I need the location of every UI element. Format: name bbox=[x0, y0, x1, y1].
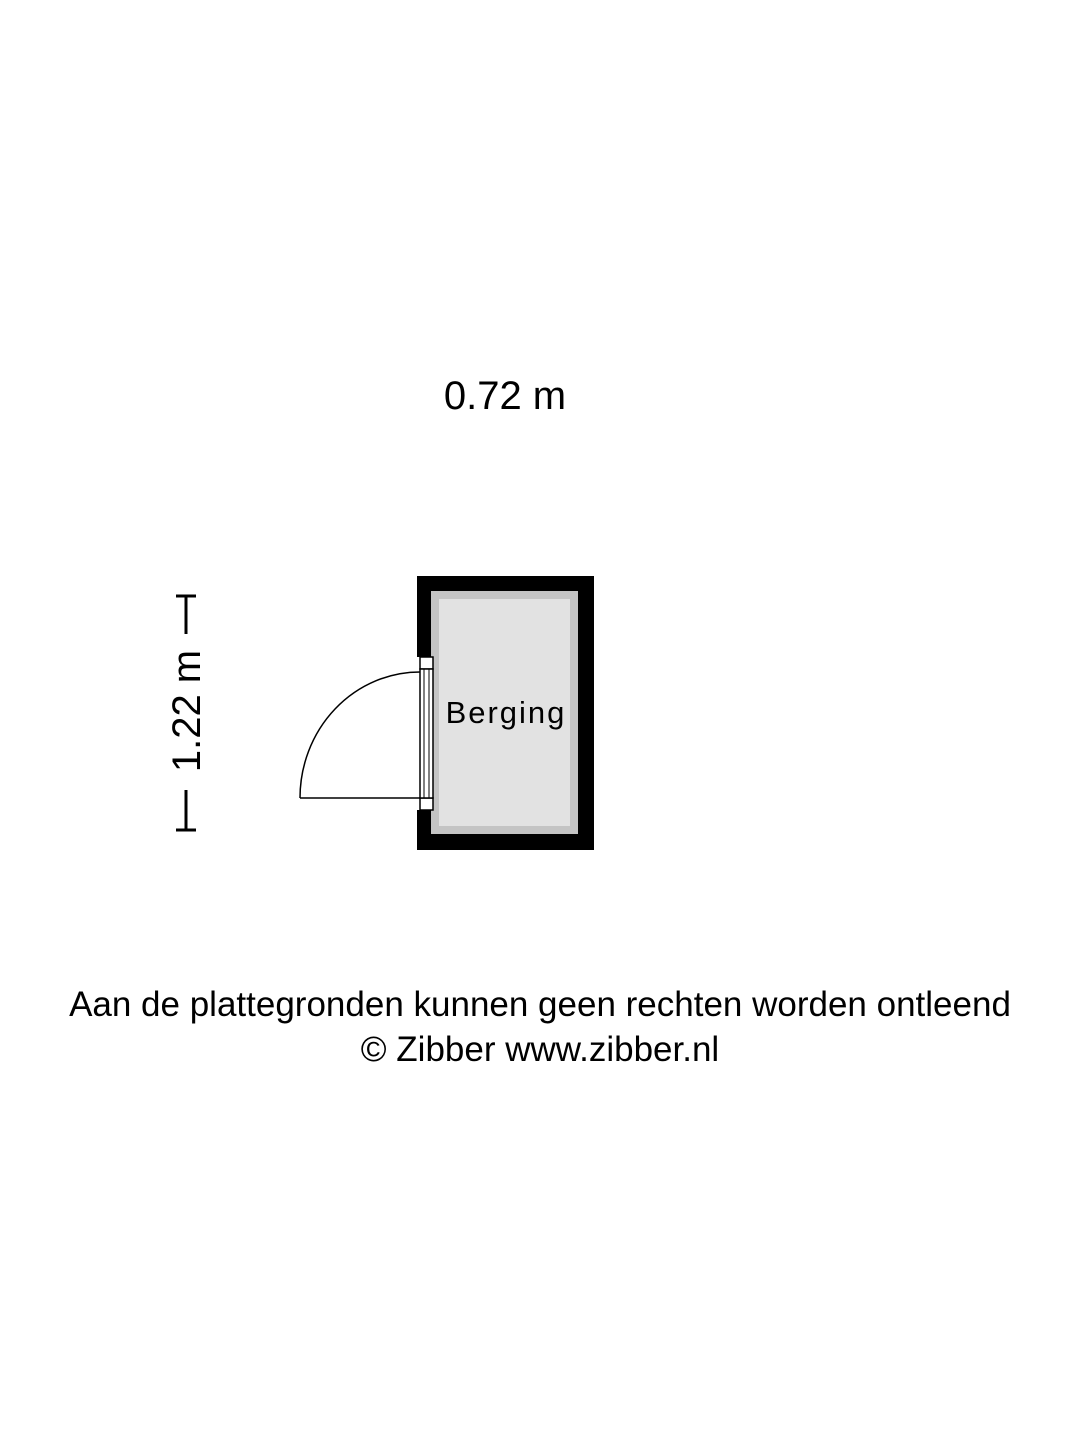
width-dimension-label: 0.72 m bbox=[443, 374, 567, 418]
door-swing bbox=[300, 672, 420, 798]
door-frame bbox=[420, 657, 433, 810]
height-dimension-label: 1.22 m bbox=[165, 649, 209, 773]
copyright-text: © Zibber www.zibber.nl bbox=[360, 1030, 720, 1069]
disclaimer-text: Aan de plattegronden kunnen geen rechten worden ontleend bbox=[69, 985, 1011, 1024]
room-label: Berging bbox=[445, 695, 567, 730]
